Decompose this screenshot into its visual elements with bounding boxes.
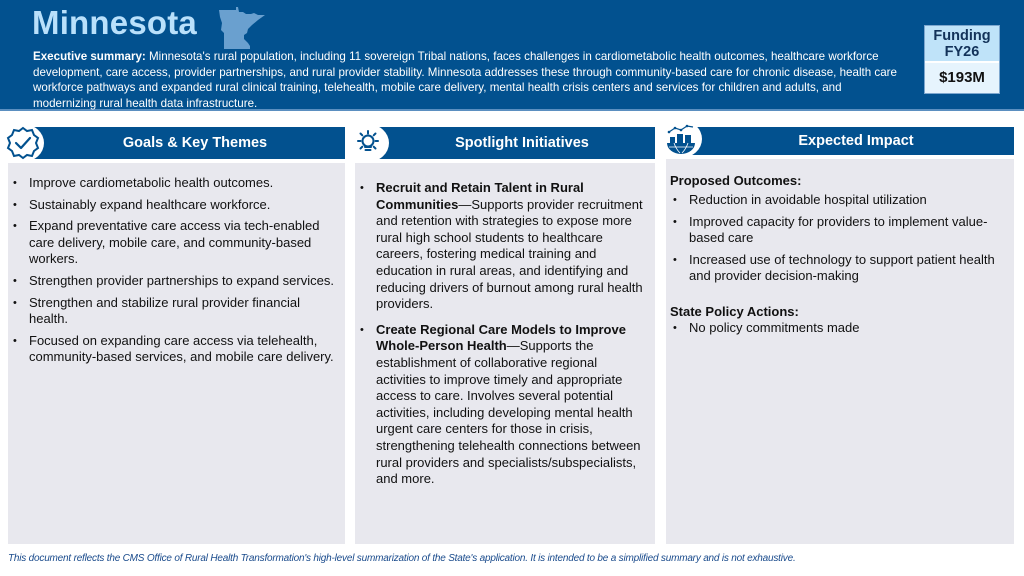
list-item: • Sustainably expand healthcare workforce.	[10, 197, 337, 214]
impact-icon-wrap	[660, 120, 702, 158]
funding-label-text: Funding FY26	[933, 28, 991, 60]
outcomes-heading: Proposed Outcomes:	[670, 173, 802, 188]
lightbulb-icon	[355, 130, 381, 156]
chart-globe-icon	[666, 123, 696, 155]
impact-card	[666, 124, 1014, 544]
footer-disclaimer: This document reflects the CMS Office of Rural Health Transformation's high-level summarization of the State's application. It is intended to be a simplified summary and is not exhaustive.	[8, 553, 796, 564]
minnesota-map-icon	[216, 6, 266, 50]
summary-label: Executive summary:	[33, 50, 146, 63]
goals-card	[8, 124, 345, 544]
impact-body	[666, 159, 1014, 544]
spotlight-card	[355, 124, 655, 544]
badge-check-icon	[5, 126, 41, 160]
funding-value: $193M	[939, 69, 985, 86]
header-banner	[0, 0, 1024, 111]
spotlight-list	[357, 180, 649, 488]
spotlight-item-name: Recruit and Retain Talent in Rural Communities	[376, 180, 584, 212]
list-item: • Focused on expanding care access via telehealth, community-based services, and mobile care delivery.	[10, 333, 337, 366]
impact-header: Expected Impact	[688, 127, 1014, 155]
spotlight-item	[357, 322, 649, 488]
policy-heading: State Policy Actions:	[670, 303, 799, 319]
executive-summary	[33, 49, 903, 111]
spotlight-icon-wrap	[347, 124, 389, 162]
policy-list	[670, 320, 1008, 337]
spotlight-item-name: Create Regional Care Models to Improve Whole-Person Health	[376, 321, 626, 354]
goals-list	[10, 175, 337, 366]
spotlight-body	[355, 163, 655, 544]
outcomes-list	[670, 192, 1008, 285]
goals-body	[8, 163, 345, 544]
goals-header: Goals & Key Themes	[33, 127, 345, 159]
state-title: Minnesota	[32, 4, 197, 41]
list-item: • Expand preventative care access via tech-enabled care delivery, mobile care, and community-based workers.	[10, 218, 337, 268]
list-item: • Strengthen and stabilize rural provider financial health.	[10, 295, 337, 328]
list-item: • Increased use of technology to support patient health and provider decision-making	[670, 252, 1008, 285]
list-item: • Strengthen provider partnerships to expand services.	[10, 273, 337, 290]
list-item: • Improve cardiometabolic health outcomes.	[10, 175, 337, 192]
funding-label	[925, 26, 999, 63]
spotlight-header: Spotlight Initiatives	[363, 127, 655, 159]
list-item: • No policy commitments made	[670, 320, 1008, 337]
list-item: • Reduction in avoidable hospital utilization	[670, 192, 1008, 209]
goals-icon-wrap	[2, 124, 44, 162]
summary-text: Minnesota's rural population, including 11 sovereign Tribal nations, faces challenges in cardiometabolic health outcomes, healthcare workforce development, care access, provider partnerships, and rural provider stability. Minnesota addresses these through community-based care for chronic disease, health care workforce pathways and expanded rural clinical training, telehealth, mobile care delivery, mental health crisis centers and services for children and adults, and modernizing rural health data infrastructure.	[33, 50, 897, 110]
funding-box	[924, 25, 1000, 94]
spotlight-item	[357, 180, 649, 313]
spotlight-item-description: —Supports the establishment of collaborative regional activities to improve timely and appropriate access to care. Involves several potential activities, including developing mental health urgent care centers for those in crisis, strengthening telehealth connections between rural providers and specialists/subspecialists, and more.	[376, 338, 641, 487]
list-item: • Improved capacity for providers to implement value-based care	[670, 214, 1008, 247]
spotlight-item-description: —Supports provider recruitment and retention with strategies to expose more rural high school students to healthcare careers, fostering medical training and education in rural areas, and identifying and reducing drivers of burnout among rural health providers.	[376, 196, 643, 312]
